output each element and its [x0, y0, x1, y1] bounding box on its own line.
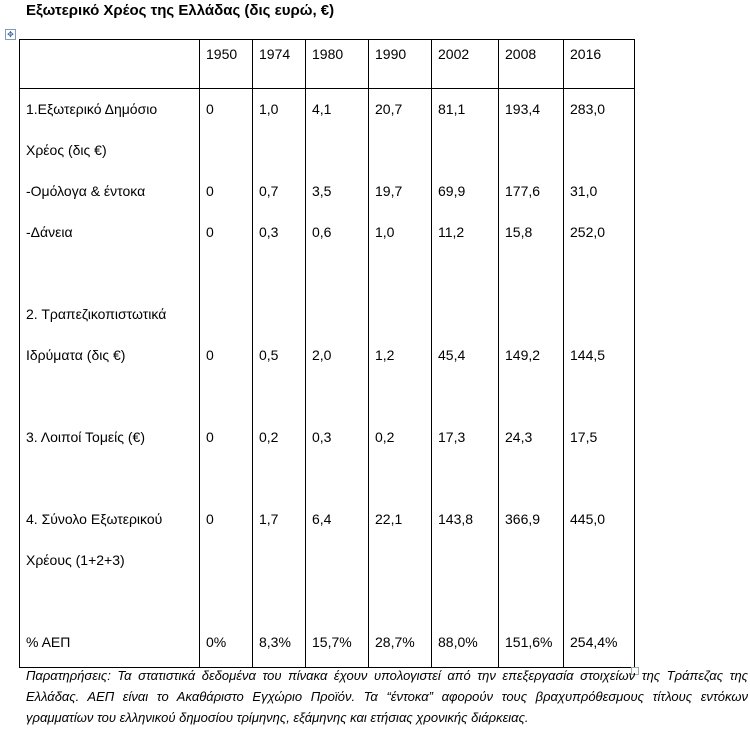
year-label: 1990 — [375, 46, 407, 62]
cell-value: 254,4% — [570, 634, 618, 651]
cell-value — [312, 253, 362, 294]
row-label: Ιδρύματα (δις €) — [26, 347, 126, 364]
cell-value: 2,0 — [312, 347, 332, 364]
row-label-cell — [20, 89, 200, 668]
cell-value — [438, 458, 492, 499]
value-cell — [432, 89, 499, 668]
cell-value — [259, 458, 299, 499]
cell-value — [259, 294, 299, 335]
year-label: 1950 — [206, 46, 238, 62]
notes-paragraph: Παρατηρήσεις: Τα στατιστικά δεδομένα του πίνακα έχουν υπολογιστεί από την επεξεργασία στοιχείων της Τράπεζας της Ελλάδας. ΑΕΠ είναι το Ακαθάριστο Εγχώριο Προϊόν. Τα “έντοκα” αφορούν τους βραχυπρόθεσμους τίτλους εντόκων γραμματίων του ελληνικού δημοσίου τρίμηνης, εξάμηνης και ετήσιας χρονικής διάρκειας. — [26, 668, 748, 725]
cell-value: 0 — [206, 183, 214, 200]
row-label — [26, 253, 193, 294]
cell-value: 252,0 — [570, 224, 606, 241]
row-label: % ΑΕΠ — [26, 634, 71, 651]
cell-value: 0 — [206, 511, 214, 528]
cell-value: 0,2 — [375, 429, 395, 446]
cell-value — [570, 376, 628, 417]
header-year-cell — [432, 40, 499, 89]
cell-value — [312, 130, 362, 171]
cell-value: 81,1 — [438, 101, 466, 118]
cell-value — [570, 294, 628, 335]
cell-value — [206, 581, 246, 622]
value-cell — [369, 89, 432, 668]
year-label: 2016 — [570, 46, 602, 62]
cell-value — [505, 294, 557, 335]
row-label — [26, 581, 193, 622]
value-cell — [499, 89, 564, 668]
cell-value — [505, 253, 557, 294]
row-label: 2. Τραπεζικοπιστωτικά — [26, 306, 167, 323]
cell-value — [259, 540, 299, 581]
cell-value — [375, 581, 425, 622]
cell-value — [438, 540, 492, 581]
cell-value: 1,7 — [259, 511, 279, 528]
cell-value — [312, 581, 362, 622]
row-label: -Δάνεια — [26, 224, 73, 241]
cell-value — [375, 253, 425, 294]
cell-value — [259, 253, 299, 294]
cell-value — [206, 376, 246, 417]
cell-value: 1,2 — [375, 347, 395, 364]
cell-value: 0 — [206, 347, 214, 364]
header-year-cell — [306, 40, 369, 89]
value-cell — [564, 89, 635, 668]
cell-value: 1,0 — [375, 224, 395, 241]
cell-value — [438, 581, 492, 622]
table-body-row — [20, 89, 635, 668]
value-cell — [200, 89, 253, 668]
cell-value — [312, 294, 362, 335]
cell-value — [570, 130, 628, 171]
cell-value — [505, 581, 557, 622]
cell-value: 31,0 — [570, 183, 598, 200]
cell-value: 22,1 — [375, 511, 403, 528]
cell-value: 17,5 — [570, 429, 598, 446]
cell-value — [570, 581, 628, 622]
cell-value — [206, 253, 246, 294]
cell-value: 15,7% — [312, 634, 352, 651]
cell-value — [206, 130, 246, 171]
cell-value — [375, 294, 425, 335]
header-year-cell — [564, 40, 635, 89]
value-cell — [253, 89, 306, 668]
cell-value — [375, 540, 425, 581]
cell-value — [375, 376, 425, 417]
header-year-cell — [200, 40, 253, 89]
cell-value: 20,7 — [375, 101, 403, 118]
page-title: Εξωτερικό Χρέος της Ελλάδας (δις ευρώ, €) — [26, 2, 335, 19]
table-header-row — [20, 40, 635, 89]
cell-value — [375, 130, 425, 171]
year-label: 2002 — [438, 46, 470, 62]
cell-value: 143,8 — [438, 511, 474, 528]
header-year-cell — [253, 40, 306, 89]
cell-value — [206, 294, 246, 335]
cell-value — [438, 253, 492, 294]
cell-value: 0,7 — [259, 183, 279, 200]
row-label: -Ομόλογα & έντοκα — [26, 183, 146, 200]
cell-value — [505, 376, 557, 417]
cell-value: 15,8 — [505, 224, 533, 241]
cell-value: 445,0 — [570, 511, 606, 528]
cell-value — [438, 130, 492, 171]
cell-value: 0,6 — [312, 224, 332, 241]
cell-value — [570, 540, 628, 581]
cell-value — [312, 376, 362, 417]
cell-value — [259, 130, 299, 171]
cell-value: 1,0 — [259, 101, 279, 118]
year-label: 2008 — [505, 46, 537, 62]
row-label: Χρέος (δις €) — [26, 142, 107, 159]
row-label: 4. Σύνολο Εξωτερικού — [26, 511, 163, 528]
cell-value: 283,0 — [570, 101, 606, 118]
cell-value: 366,9 — [505, 511, 541, 528]
cell-value: 151,6% — [505, 634, 553, 651]
cell-value — [312, 458, 362, 499]
cell-value: 0 — [206, 101, 214, 118]
cell-value — [259, 581, 299, 622]
cell-value: 3,5 — [312, 183, 332, 200]
cell-value: 8,3% — [259, 634, 291, 651]
cell-value — [206, 458, 246, 499]
cell-value: 69,9 — [438, 183, 466, 200]
cell-value: 0,3 — [259, 224, 279, 241]
cell-value — [570, 458, 628, 499]
cell-value: 0,2 — [259, 429, 279, 446]
header-label-cell — [20, 40, 200, 89]
cell-value: 0% — [206, 634, 227, 651]
row-label: 1.Εξωτερικό Δημόσιο — [26, 101, 158, 118]
cell-value — [206, 540, 246, 581]
cell-value: 28,7% — [375, 634, 415, 651]
cell-value: 17,3 — [438, 429, 466, 446]
row-label: 3. Λοιποί Τομείς (€) — [26, 429, 145, 446]
cell-value: 0,5 — [259, 347, 279, 364]
cell-value: 6,4 — [312, 511, 332, 528]
cell-value — [570, 253, 628, 294]
cell-value: 0 — [206, 429, 214, 446]
cell-value — [438, 376, 492, 417]
cell-value — [259, 376, 299, 417]
debt-table — [19, 39, 635, 668]
cell-value: 24,3 — [505, 429, 533, 446]
cell-value: 193,4 — [505, 101, 541, 118]
table-move-icon[interactable]: ✥ — [5, 29, 16, 40]
cell-value: 149,2 — [505, 347, 541, 364]
cell-value — [375, 458, 425, 499]
cell-value — [312, 540, 362, 581]
cell-value — [505, 540, 557, 581]
cell-value — [438, 294, 492, 335]
cell-value: 0 — [206, 224, 214, 241]
cell-value: 19,7 — [375, 183, 403, 200]
cell-value: 4,1 — [312, 101, 332, 118]
header-year-cell — [499, 40, 564, 89]
row-label: Χρέους (1+2+3) — [26, 552, 125, 569]
cell-value: 144,5 — [570, 347, 606, 364]
row-label — [26, 458, 193, 499]
cell-value: 11,2 — [438, 224, 465, 241]
year-label: 1974 — [259, 46, 291, 62]
value-cell — [306, 89, 369, 668]
cell-value: 177,6 — [505, 183, 541, 200]
cell-value: 0,3 — [312, 429, 332, 446]
header-year-cell — [369, 40, 432, 89]
year-label: 1980 — [312, 46, 344, 62]
cell-value — [505, 458, 557, 499]
row-label — [26, 376, 193, 417]
cell-value — [505, 130, 557, 171]
cell-value: 88,0% — [438, 634, 478, 651]
cell-value: 45,4 — [438, 347, 466, 364]
